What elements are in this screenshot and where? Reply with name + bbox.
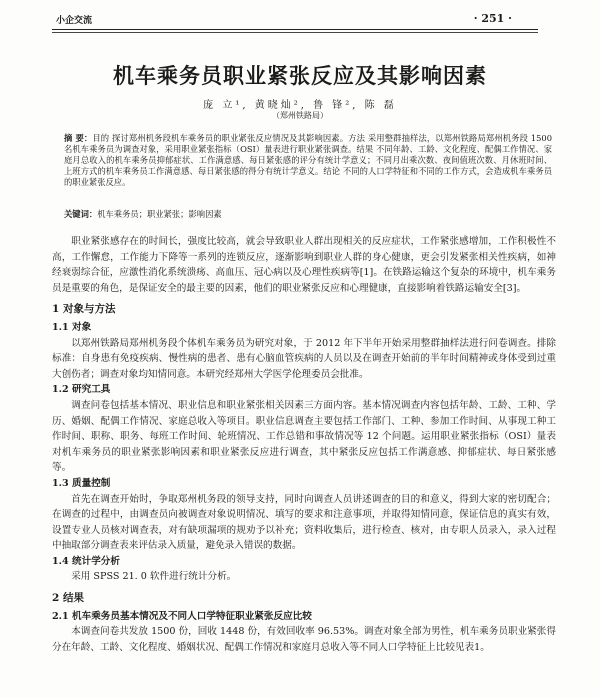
section-2-heading: 2 结果 <box>52 592 84 605</box>
section-1-3-text: 首先在调查开始时，争取郑州机务段的领导支持，同时向调查人员讲述调查的目的和意义，得到大家的密切配合；在调查的过程中，由调查员向被调查对象说明情况、填写的要求和注意事项，并取得知情同意，保证信息的真实有效，设置专业人员核对调查表，对有缺项漏项的规劝予以补充；资料收集后，进行检查、核对，由专职人员录入，录入过程中抽取部分调查表来评估录入质量，避免录入错误的数据。 <box>52 493 556 552</box>
abstract-text: 目的 探讨郑州机务段机车乘务员的职业紧张反应情况及其影响因素。方法 采用整群抽样法，以郑州铁路局郑州机务段 1500 名机车乘务员为调查对象，采用职业紧张指标（OSI）量表进行职业紧张调查。结果 不同年龄、工龄、文化程度、配偶工作情况、家庭月总收入的机车乘务员抑郁症状、工作满意感、每日紧张感的评分有统计学意义；不同月出乘次数、夜间值班次数、月休班时间、上班方式的机车乘务员工作满意感、每日紧张感的得分有统计学意义。结论 不同的人口学特征和不同的工作方式，会造成机车乘务员的职业紧张反应。 <box>64 133 552 187</box>
section-1-4-heading: 1.4 统计学分析 <box>52 555 120 567</box>
section-1-3-heading: 1.3 质量控制 <box>52 477 111 489</box>
intro-paragraph: 职业紧张感存在的时间长，强度比较高，就会导致职业人群出现相关的反应症状，工作紧张感增加，工作积极性不高，工作懈怠，工作能力下降等一系列的连锁反应，逐渐影响到职业人群的身心健康，更会引发紧张相关性疾病，如神经衰弱综合征，应激性消化系统溃疡、高血压、冠心病以及心理性疾病等[1]。在铁路运输这个复杂的环境中，机车乘务员是重要的角色，是保证安全的最主要的因素，他们的职业紧张反应和心理健康，直接影响着铁路运输安全[3]。 <box>52 236 556 294</box>
section-1-1-heading: 1.1 对象 <box>52 321 92 333</box>
section-1-4-text: 采用 SPSS 21. 0 软件进行统计分析。 <box>71 571 237 583</box>
abstract-label: 摘 要： <box>64 133 93 143</box>
article-title: 机车乘务员职业紧张反应及其影响因素 <box>113 63 487 88</box>
article-body <box>52 234 556 655</box>
keywords-text: 机车乘务员；职业紧张；影响因素 <box>97 209 222 219</box>
section-2-1-heading: 2.1 机车乘务员基本情况及不同人口学特征职业紧张反应比较 <box>52 610 312 622</box>
affiliation: （郑州铁路局） <box>272 111 328 120</box>
section-1-1-text: 以郑州铁路局郑州机务段个体机车乘务员为研究对象，于 2012 年下半年开始采用整群抽样法进行问卷调查。排除标准：自身患有免疫疾病、慢性病的患者、患有心脑血管疾病的人员以及在调查开始前的半年时间精神或身体受到过重大创伤者；调查对象均知情同意。本研究经郑州大学医学伦理委员会批准。 <box>52 337 556 380</box>
authors: 庞 立¹, 黄晓灿², 鲁 锋², 陈 磊 <box>203 100 397 111</box>
keywords <box>64 208 552 220</box>
section-2-1-text: 本调查问卷共发放 1500 份，回收 1448 份，有效回收率 96.53%。调查对象全部为男性，机车乘务员职业紧张得分在年龄、工龄、文化程度、婚姻状况、配偶工作情况和家庭月总收入等不同人口学特征上比较见表1。 <box>52 626 556 653</box>
section-1-2-heading: 1.2 研究工具 <box>52 384 111 396</box>
header-rule-thin <box>52 32 538 33</box>
keywords-label: 关键词： <box>64 209 98 219</box>
section-1-heading: 1 对象与方法 <box>52 303 116 316</box>
running-header-left: 小企交流 <box>56 16 93 26</box>
section-1-2-text: 调查问卷包括基本情况、职业信息和职业紧张相关因素三方面内容。基本情况调查内容包括年龄、工龄、工种、学历、婚姻、配偶工作情况、家庭总收入等项目。职业信息调查主要包括工作部门、工种、参加工作时间、从事现工种工作时间、职称、职务、每班工作时间、轮班情况、工作总错和事故情况等 12 个问题。运用职业紧张指标（OSI）量表对机车乘务员的职业紧张影响因素和职业紧张反应进行调查，其中紧张反应包括工作满意感、抑郁症状、每日紧张感等。 <box>52 399 556 474</box>
header-rule <box>52 29 538 30</box>
abstract <box>64 133 552 188</box>
page-number: · 251 · <box>473 12 512 25</box>
